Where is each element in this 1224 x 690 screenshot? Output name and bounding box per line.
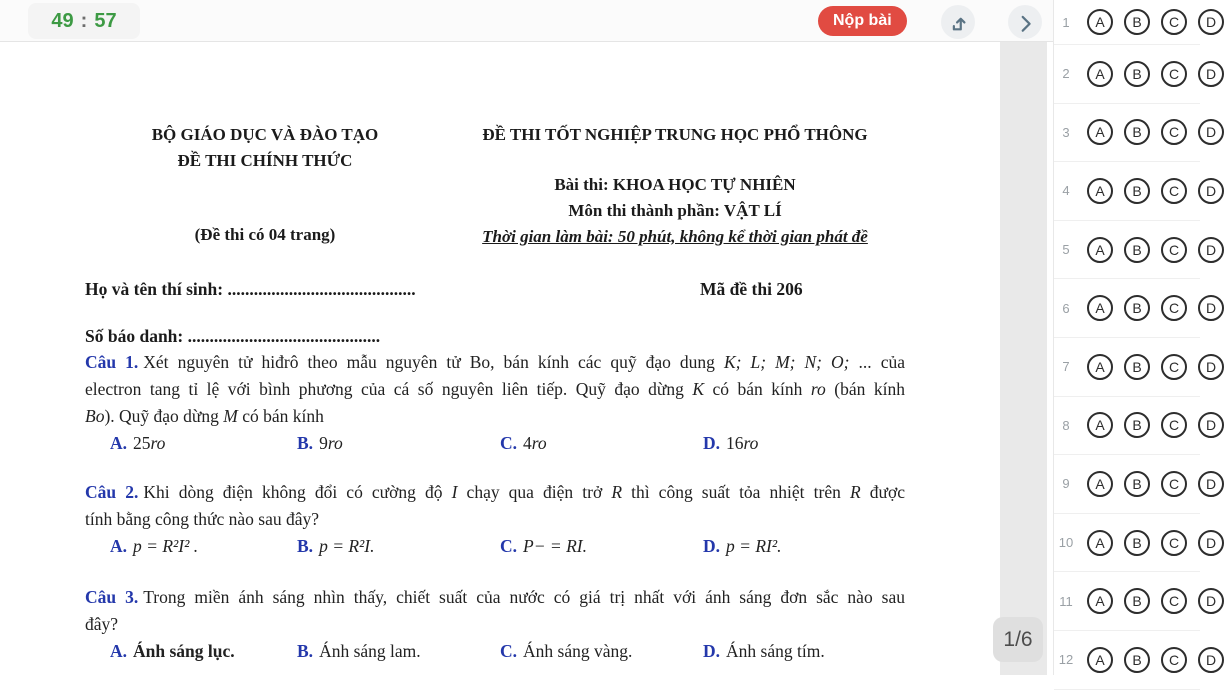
bubble-c[interactable]: C — [1161, 237, 1187, 263]
bubble-a[interactable]: A — [1087, 178, 1113, 204]
document-scroll-gutter — [1000, 42, 1047, 675]
question-1-line-3: Bo). Quỹ đạo dừng M có bán kính — [85, 406, 324, 426]
answer-row — [1054, 455, 1217, 514]
question-3 — [85, 584, 905, 665]
question-2 — [85, 479, 905, 560]
exam-header-right — [445, 122, 905, 250]
question-3-option-d: D. Ánh sáng tím. — [703, 641, 825, 661]
question-1-option-a: A. 25ro — [110, 433, 166, 453]
question-1-option-d: D. 16ro — [703, 433, 759, 453]
exam-code: Mã đề thi 206 — [700, 279, 803, 299]
exam-subject: Môn thi thành phần: VẬT LÍ — [568, 201, 782, 220]
bubble-d[interactable]: D — [1198, 354, 1224, 380]
bubble-a[interactable]: A — [1087, 9, 1113, 35]
answer-row — [1054, 572, 1217, 631]
bubble-a[interactable]: A — [1087, 354, 1113, 380]
bubble-c[interactable]: C — [1161, 61, 1187, 87]
bubble-d[interactable]: D — [1198, 471, 1224, 497]
bubble-d[interactable]: D — [1198, 9, 1224, 35]
answer-row-number: 3 — [1062, 124, 1070, 140]
bubble-b[interactable]: B — [1124, 588, 1150, 614]
timer-minutes: 49 — [51, 9, 74, 32]
answer-row-number: 5 — [1062, 242, 1070, 258]
bubble-b[interactable]: B — [1124, 647, 1150, 673]
bubble-c[interactable]: C — [1161, 354, 1187, 380]
question-2-option-a: A. p = R²I² . — [110, 536, 199, 556]
answer-row — [1054, 514, 1217, 573]
bubble-d[interactable]: D — [1198, 295, 1224, 321]
question-1-line-1: Câu 1. Xét nguyên tử hiđrô theo mẫu nguyên tử Bo, bán kính các quỹ đạo dung K; L; M; N; O; ... của — [85, 352, 905, 372]
question-3-options — [85, 638, 905, 665]
question-2-option-b: B. p = R²I. — [297, 536, 375, 556]
answer-row — [1054, 631, 1217, 690]
arrow-turn-up-icon — [947, 11, 969, 33]
bubble-a[interactable]: A — [1087, 471, 1113, 497]
question-1-option-c: C. 4ro — [500, 433, 547, 453]
bubble-a[interactable]: A — [1087, 295, 1113, 321]
bubble-c[interactable]: C — [1161, 295, 1187, 321]
answer-row — [1054, 279, 1217, 338]
bubble-d[interactable]: D — [1198, 119, 1224, 145]
bubble-b[interactable]: B — [1124, 412, 1150, 438]
candidate-name-row — [85, 276, 905, 302]
bubble-d[interactable]: D — [1198, 412, 1224, 438]
answer-row — [1054, 397, 1217, 456]
bubble-d[interactable]: D — [1198, 61, 1224, 87]
answer-row-number: 4 — [1062, 183, 1070, 199]
bubble-c[interactable]: C — [1161, 471, 1187, 497]
candidate-number-label: Số báo danh: ............................................ — [85, 326, 381, 346]
answer-row-number: 12 — [1058, 652, 1074, 668]
bubble-a[interactable]: A — [1087, 647, 1113, 673]
bubble-b[interactable]: B — [1124, 237, 1150, 263]
ministry-title: BỘ GIÁO DỤC VÀ ĐÀO TẠO — [151, 125, 379, 144]
answer-row — [1054, 45, 1217, 104]
question-3-line-2: đây? — [85, 614, 119, 634]
question-1 — [85, 349, 905, 457]
countdown-timer — [28, 3, 140, 39]
answer-row-number: 8 — [1062, 417, 1070, 433]
exam-title: ĐỀ THI TỐT NGHIỆP TRUNG HỌC PHỔ THÔNG — [482, 125, 868, 144]
answer-row-number: 2 — [1062, 66, 1070, 82]
timer-seconds: 57 — [94, 9, 117, 32]
bubble-d[interactable]: D — [1198, 237, 1224, 263]
bubble-b[interactable]: B — [1124, 61, 1150, 87]
question-1-number: Câu 1. — [85, 352, 139, 372]
bubble-c[interactable]: C — [1161, 588, 1187, 614]
question-3-option-a: A. Ánh sáng lục. — [110, 641, 235, 661]
question-3-option-c: C. Ánh sáng vàng. — [500, 641, 633, 661]
answer-row-number: 10 — [1058, 535, 1074, 551]
answer-row — [1054, 162, 1217, 221]
bubble-c[interactable]: C — [1161, 9, 1187, 35]
bubble-d[interactable]: D — [1198, 588, 1224, 614]
official-exam-label: ĐỀ THI CHÍNH THỨC — [177, 151, 353, 170]
question-1-option-b: B. 9ro — [297, 433, 343, 453]
submit-button[interactable]: Nộp bài — [818, 6, 907, 36]
answer-row-number: 11 — [1059, 593, 1073, 609]
answer-row-number: 6 — [1062, 300, 1070, 316]
exam-header — [85, 42, 905, 272]
bubble-a[interactable]: A — [1087, 237, 1113, 263]
answer-row — [1054, 0, 1217, 45]
exam-header-left — [85, 122, 445, 248]
chevron-right-icon — [1014, 11, 1036, 33]
bubble-d[interactable]: D — [1198, 530, 1224, 556]
bubble-b[interactable]: B — [1124, 178, 1150, 204]
question-1-line-2: electron tang tỉ lệ với bình phương của cá số nguyên liên tiếp. Quỹ đạo dừng K có bán kính ro (bán kính — [85, 379, 905, 399]
answer-row — [1054, 221, 1217, 280]
timer-colon: : — [80, 9, 88, 32]
exam-document-viewer — [0, 42, 1000, 675]
toolbar — [0, 0, 1053, 42]
bubble-b[interactable]: B — [1124, 295, 1150, 321]
answer-row-number: 7 — [1062, 359, 1070, 375]
question-1-options — [85, 430, 905, 457]
question-2-option-c: C. P− = RI. — [500, 536, 587, 556]
bubble-a[interactable]: A — [1087, 119, 1113, 145]
bubble-d[interactable]: D — [1198, 647, 1224, 673]
bubble-b[interactable]: B — [1124, 9, 1150, 35]
bubble-b[interactable]: B — [1124, 471, 1150, 497]
page-indicator: 1/6 — [993, 617, 1043, 662]
page-count-note: (Đề thi có 04 trang) — [194, 225, 336, 244]
question-2-option-d: D. p = RI². — [703, 536, 782, 556]
exam-duration: Thời gian làm bài: 50 phút, không kể thời gian phát đề — [482, 227, 868, 246]
bubble-c[interactable]: C — [1161, 412, 1187, 438]
bubble-a[interactable]: A — [1087, 530, 1113, 556]
bubble-b[interactable]: B — [1124, 119, 1150, 145]
bubble-b[interactable]: B — [1124, 530, 1150, 556]
exam-subject-group: Bài thi: KHOA HỌC TỰ NHIÊN — [554, 175, 796, 194]
answer-row — [1054, 104, 1217, 163]
question-2-line-2: tính bằng công thức nào sau đây? — [85, 509, 320, 529]
question-2-number: Câu 2. — [85, 482, 139, 502]
scroll-to-top-button[interactable] — [941, 5, 975, 39]
answer-row — [1054, 338, 1217, 397]
bubble-d[interactable]: D — [1198, 178, 1224, 204]
question-2-options — [85, 533, 905, 560]
bubble-a[interactable]: A — [1087, 412, 1113, 438]
next-page-button[interactable] — [1008, 5, 1042, 39]
bubble-a[interactable]: A — [1087, 588, 1113, 614]
bubble-c[interactable]: C — [1161, 647, 1187, 673]
question-3-number: Câu 3. — [85, 587, 139, 607]
question-3-option-b: B. Ánh sáng lam. — [297, 641, 421, 661]
question-3-line-1: Câu 3. Trong miền ánh sáng nhìn thấy, chiết suất của nước có giá trị nhất với ánh sáng đơn sắc nào sau — [85, 587, 905, 607]
answer-row-number: 9 — [1062, 476, 1070, 492]
answer-row-number: 1 — [1062, 14, 1070, 30]
bubble-a[interactable]: A — [1087, 61, 1113, 87]
question-2-line-1: Câu 2. Khi dòng điện không đổi có cường độ I chạy qua điện trở R thì công suất tỏa nhiệt trên R được — [85, 482, 905, 502]
bubble-c[interactable]: C — [1161, 119, 1187, 145]
candidate-number-row — [85, 323, 905, 349]
bubble-c[interactable]: C — [1161, 178, 1187, 204]
answer-sheet — [1053, 0, 1217, 675]
bubble-c[interactable]: C — [1161, 530, 1187, 556]
bubble-b[interactable]: B — [1124, 354, 1150, 380]
exam-page — [85, 42, 905, 665]
candidate-name-label: Họ và tên thí sinh: ........................................... — [85, 279, 416, 299]
